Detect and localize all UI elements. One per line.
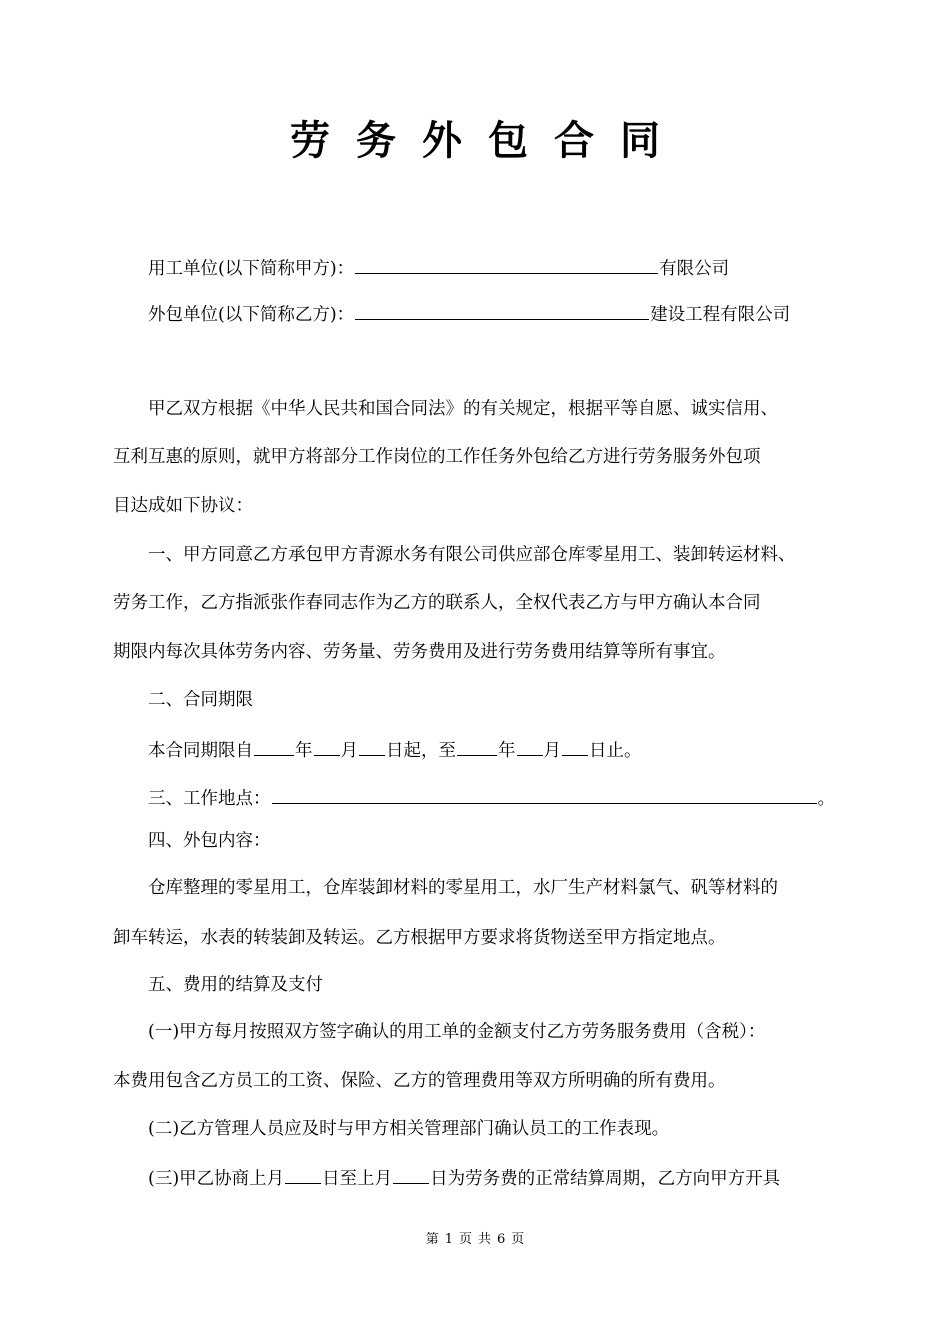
page-footer: [0, 1231, 950, 1249]
party-a-line: [148, 255, 729, 281]
footer-ye: 页: [458, 1232, 472, 1247]
cycle-end-blank[interactable]: [393, 1165, 429, 1184]
section-1-line-2: 劳务工作，乙方指派张作春同志作为乙方的联系人，全权代表乙方与甲方确认本合同: [113, 593, 761, 613]
intro-line-1: 甲乙双方根据《中华人民共和国合同法》的有关规定，根据平等自愿、诚实信用、: [148, 399, 778, 419]
term-prefix: 本合同期限自: [148, 741, 253, 761]
section-5-1-line-1: (一)甲方每月按照双方签字确认的用工单的金额支付乙方劳务服务费用（含税）：: [148, 1022, 766, 1042]
section-3-line: [148, 785, 835, 811]
section-5-heading: 五、费用的结算及支付: [148, 975, 323, 995]
footer-ye-2: 页: [511, 1232, 525, 1247]
section-5-2-line: (二)乙方管理人员应及时与甲方相关管理部门确认员工的工作表现。: [148, 1119, 670, 1139]
section-5-3-part-c: 日为劳务费的正常结算周期，乙方向甲方开具: [430, 1169, 781, 1189]
section-1-line-1: 一、甲方同意乙方承包甲方青源水务有限公司供应部仓库零星用工、装卸转运材料、: [148, 545, 796, 565]
work-location-blank[interactable]: [272, 785, 817, 804]
party-b-label: 外包单位(以下简称乙方)：: [148, 305, 355, 325]
term-line: [148, 737, 642, 763]
party-b-line: [148, 301, 790, 327]
end-month-blank[interactable]: [517, 737, 543, 756]
intro-line-3: 目达成如下协议：: [113, 496, 253, 516]
party-a-blank[interactable]: [355, 255, 658, 274]
section-4-line-2: 卸车转运，水表的转装卸及转运。乙方根据甲方要求将货物送至甲方指定地点。: [113, 928, 726, 948]
section-3-end: 。: [817, 789, 835, 809]
section-5-1-line-2: 本费用包含乙方员工的工资、保险、乙方的管理费用等双方所明确的所有费用。: [113, 1071, 726, 1091]
section-5-3-part-a: (三)甲乙协商上月: [148, 1169, 285, 1189]
section-3-label: 三、工作地点：: [148, 789, 271, 809]
intro-line-2: 互利互惠的原则，就甲方将部分工作岗位的工作任务外包给乙方进行劳务服务外包项: [113, 447, 761, 467]
start-month-blank[interactable]: [314, 737, 340, 756]
footer-total-pages: 6: [497, 1232, 506, 1247]
term-from-label: 日起，至: [386, 741, 456, 761]
footer-page-number: 1: [444, 1232, 453, 1247]
term-year-label-2: 年: [498, 741, 516, 761]
section-4-line-1: 仓库整理的零星用工，仓库装卸材料的零星用工，水厂生产材料氯气、矾等材料的: [148, 878, 778, 898]
party-b-suffix: 建设工程有限公司: [650, 305, 791, 325]
footer-di: 第: [425, 1232, 439, 1247]
party-a-suffix: 有限公司: [659, 259, 730, 279]
term-month-label: 月: [340, 741, 358, 761]
term-year-label: 年: [295, 741, 313, 761]
section-5-3-line: [148, 1165, 780, 1191]
footer-gong: 共: [478, 1232, 492, 1247]
end-day-blank[interactable]: [562, 737, 588, 756]
start-year-blank[interactable]: [254, 737, 294, 756]
cycle-start-blank[interactable]: [285, 1165, 321, 1184]
term-to-label: 日止。: [589, 741, 642, 761]
start-day-blank[interactable]: [359, 737, 385, 756]
term-month-label-2: 月: [543, 741, 561, 761]
page-title: 劳务外包合同: [290, 117, 686, 164]
end-year-blank[interactable]: [457, 737, 497, 756]
party-a-label: 用工单位(以下简称甲方)：: [148, 259, 355, 279]
section-4-heading: 四、外包内容：: [148, 831, 271, 851]
section-5-3-part-b: 日至上月: [322, 1169, 393, 1189]
section-1-line-3: 期限内每次具体劳务内容、劳务量、劳务费用及进行劳务费用结算等所有事宜。: [113, 642, 726, 662]
party-b-blank[interactable]: [355, 301, 649, 320]
section-2-heading: 二、合同期限: [148, 690, 253, 710]
